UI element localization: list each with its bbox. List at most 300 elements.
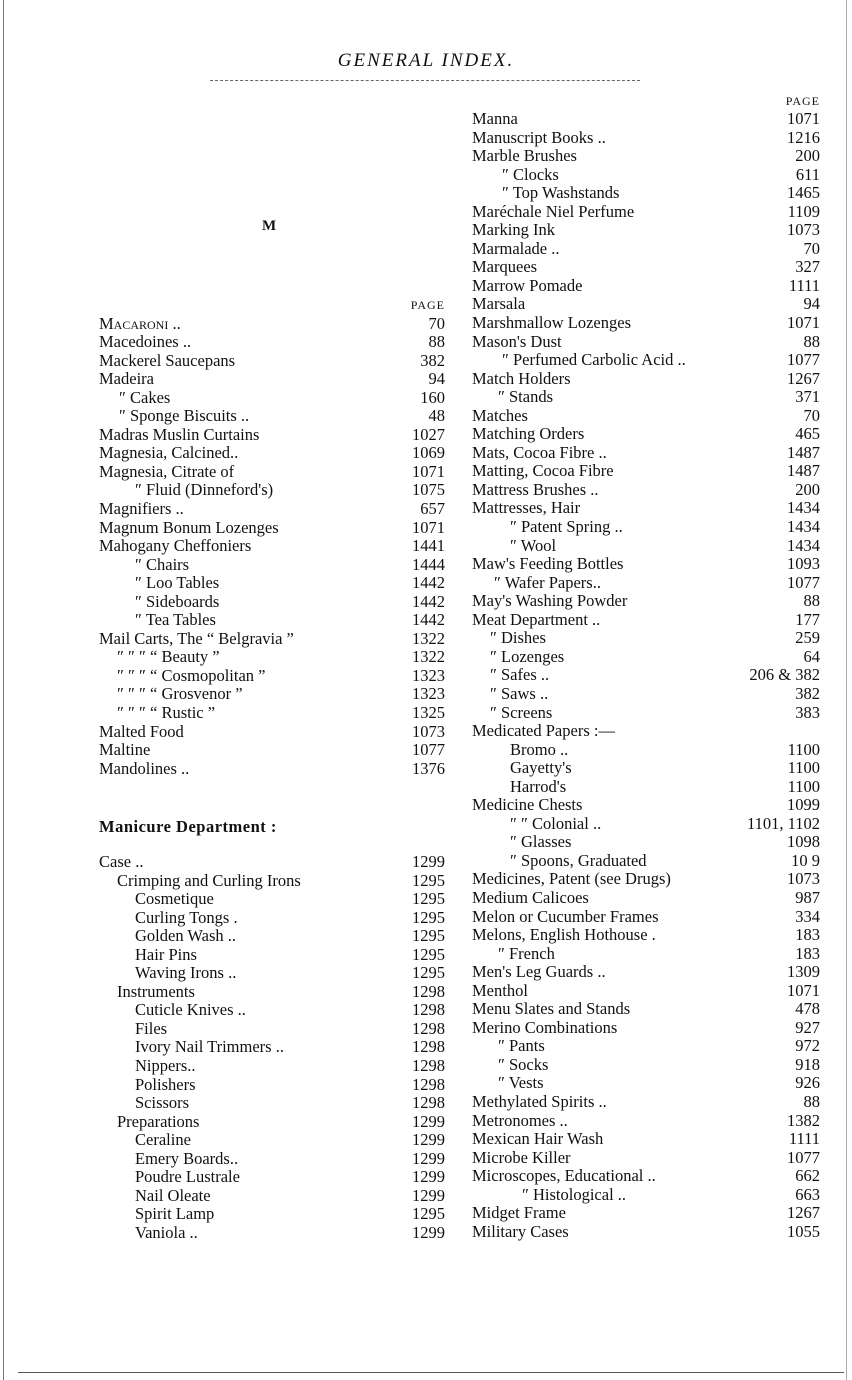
entry-page-number: 1295 bbox=[412, 907, 445, 927]
entry-label: Mats, Cocoa Fibre .. bbox=[472, 442, 607, 462]
entry-page-number: 1071 bbox=[412, 461, 445, 481]
index-entry bbox=[472, 852, 820, 871]
entry-label: ″ Stands bbox=[498, 387, 554, 407]
entry-label: ″ Clocks bbox=[502, 164, 559, 184]
entry-page-number: 1465 bbox=[787, 183, 820, 203]
entry-page-number: 1299 bbox=[412, 1148, 445, 1168]
entry-label: Melon or Cucumber Frames bbox=[472, 906, 659, 926]
entry-label: ″ ″ ″ “ Beauty ” bbox=[117, 647, 220, 667]
entry-page-number: 1101, 1102 bbox=[746, 813, 820, 833]
entry-label: ″ Cakes bbox=[119, 387, 171, 407]
entry-label: Macaroni .. bbox=[99, 313, 181, 333]
index-entry bbox=[472, 685, 820, 704]
index-entry bbox=[99, 593, 445, 612]
entry-label: Cuticle Knives .. bbox=[135, 1000, 246, 1020]
entry-page-number: 1434 bbox=[787, 535, 820, 555]
index-entry bbox=[99, 890, 445, 909]
index-entry bbox=[472, 388, 820, 407]
index-entry bbox=[472, 425, 820, 444]
entry-label: Metronomes .. bbox=[472, 1110, 568, 1130]
entry-label: ″ Wool bbox=[510, 535, 557, 555]
index-entry bbox=[99, 426, 445, 445]
entry-page-number: 1376 bbox=[412, 758, 445, 778]
index-entry bbox=[99, 463, 445, 482]
entry-page-number: 88 bbox=[803, 591, 820, 611]
index-entry bbox=[472, 147, 820, 166]
index-entry bbox=[99, 370, 445, 389]
index-entry bbox=[99, 389, 445, 408]
entry-page-number: 10 9 bbox=[791, 850, 820, 870]
entry-page-number: 1295 bbox=[412, 944, 445, 964]
page-label: PAGE bbox=[410, 298, 445, 312]
entry-page-number: 64 bbox=[803, 646, 820, 666]
index-entry bbox=[99, 667, 445, 686]
entry-page-number: 1295 bbox=[412, 1204, 445, 1224]
index-entry bbox=[472, 537, 820, 556]
entry-label: ″ Spoons, Graduated bbox=[510, 850, 647, 870]
index-entry bbox=[472, 963, 820, 982]
index-entry bbox=[99, 741, 445, 760]
entry-page-number: 200 bbox=[795, 479, 820, 499]
entry-page-number: 70 bbox=[803, 238, 820, 258]
entry-page-number: 1111 bbox=[788, 1129, 820, 1149]
entry-label: Military Cases bbox=[472, 1221, 569, 1241]
entry-page-number: 1073 bbox=[412, 721, 445, 741]
index-entry bbox=[99, 648, 445, 667]
entry-label: ″ Sponge Biscuits .. bbox=[119, 406, 250, 426]
entry-label: Menthol bbox=[472, 980, 528, 1000]
entry-label: Medicated Papers :— bbox=[472, 721, 615, 741]
entry-page-number: 1295 bbox=[412, 963, 445, 983]
entry-label: Mandolines .. bbox=[99, 758, 190, 778]
entry-label: ″ Histological .. bbox=[522, 1184, 627, 1204]
index-entry bbox=[99, 1150, 445, 1169]
index-entry bbox=[99, 685, 445, 704]
index-entry bbox=[472, 221, 820, 240]
entry-page-number: 1298 bbox=[412, 981, 445, 1001]
entry-page-number: 1267 bbox=[787, 1203, 820, 1223]
index-entry bbox=[472, 1167, 820, 1186]
index-entry bbox=[472, 258, 820, 277]
entry-page-number: 1299 bbox=[412, 852, 445, 871]
entry-page-number: 1382 bbox=[787, 1110, 820, 1130]
entry-label: Menu Slates and Stands bbox=[472, 999, 631, 1019]
index-entry bbox=[99, 407, 445, 426]
entry-page-number: 88 bbox=[803, 1091, 820, 1111]
entry-label: Manuscript Books .. bbox=[472, 127, 606, 147]
entry-label: ″ Glasses bbox=[510, 832, 572, 852]
entry-page-number: 1487 bbox=[787, 461, 820, 481]
index-entry bbox=[472, 1186, 820, 1205]
index-entry bbox=[472, 722, 820, 741]
entry-page-number: 1298 bbox=[412, 1074, 445, 1094]
entry-label: Preparations bbox=[117, 1111, 200, 1131]
entry-page-number: 1322 bbox=[412, 628, 445, 648]
index-entry bbox=[472, 184, 820, 203]
entry-label: Medium Calicoes bbox=[472, 887, 589, 907]
index-entry bbox=[472, 1074, 820, 1093]
index-entry bbox=[472, 166, 820, 185]
entry-page-number: 1442 bbox=[412, 610, 445, 630]
entry-label: ″ Dishes bbox=[490, 628, 546, 648]
entry-label: ″ Perfumed Carbolic Acid .. bbox=[502, 350, 686, 370]
entry-page-number: 1299 bbox=[412, 1222, 445, 1242]
index-entry bbox=[99, 444, 445, 463]
index-entry bbox=[99, 964, 445, 983]
index-entry bbox=[472, 1112, 820, 1131]
entry-label: Merino Combinations bbox=[472, 1017, 618, 1037]
entry-label: Mail Carts, The “ Belgravia ” bbox=[99, 628, 294, 648]
index-entry bbox=[99, 556, 445, 575]
entry-page-number: 1309 bbox=[787, 962, 820, 982]
entry-label: Men's Leg Guards .. bbox=[472, 962, 606, 982]
index-entry bbox=[472, 1019, 820, 1038]
index-entry bbox=[472, 1000, 820, 1019]
page-right-edge bbox=[846, 0, 847, 1380]
entry-label: Case .. bbox=[99, 852, 144, 871]
entry-page-number: 1071 bbox=[787, 109, 820, 128]
entry-page-number: 1444 bbox=[412, 554, 445, 574]
entry-page-number: 383 bbox=[795, 702, 820, 722]
index-entry bbox=[472, 1204, 820, 1223]
entry-page-number: 1298 bbox=[412, 1018, 445, 1038]
entry-label: Medicine Chests bbox=[472, 795, 583, 815]
entry-page-number: 1075 bbox=[412, 480, 445, 500]
index-entry bbox=[472, 314, 820, 333]
entry-label: Manna bbox=[472, 109, 518, 128]
entry-page-number: 926 bbox=[795, 1073, 820, 1093]
entry-page-number: 200 bbox=[795, 146, 820, 166]
entry-label: Instruments bbox=[117, 981, 195, 1001]
entry-page-number: 1077 bbox=[787, 350, 820, 370]
index-entry bbox=[472, 333, 820, 352]
index-entry bbox=[472, 1056, 820, 1075]
entry-label: Golden Wash .. bbox=[135, 926, 237, 946]
index-entry bbox=[472, 555, 820, 574]
page-column-heading bbox=[99, 296, 445, 315]
entry-label: Crimping and Curling Irons bbox=[117, 870, 301, 890]
entry-label: Mackerel Saucepans bbox=[99, 350, 236, 370]
entry-label: Malted Food bbox=[99, 721, 184, 741]
entry-label: Waving Irons .. bbox=[135, 963, 237, 983]
index-entry bbox=[99, 723, 445, 742]
index-entry bbox=[472, 574, 820, 593]
entry-page-number: 1442 bbox=[412, 573, 445, 593]
index-entry bbox=[472, 778, 820, 797]
index-entry bbox=[472, 741, 820, 760]
entry-label: Magnesia, Calcined.. bbox=[99, 443, 239, 463]
entry-label: Marquees bbox=[472, 257, 538, 277]
index-entry bbox=[472, 945, 820, 964]
entry-page-number: 1325 bbox=[412, 703, 445, 723]
index-entry bbox=[472, 908, 820, 927]
entry-page-number: 1487 bbox=[787, 442, 820, 462]
entry-label: ″ Fluid (Dinneford's) bbox=[135, 480, 274, 500]
manicure-index-column bbox=[99, 853, 445, 1242]
index-entry bbox=[99, 333, 445, 352]
entry-label: Hair Pins bbox=[135, 944, 197, 964]
entry-page-number: 972 bbox=[795, 1036, 820, 1056]
entry-label: Files bbox=[135, 1018, 168, 1038]
entry-page-number: 1073 bbox=[787, 220, 820, 240]
index-entry bbox=[472, 370, 820, 389]
page-column-heading-right bbox=[472, 92, 820, 110]
index-entry bbox=[99, 315, 445, 334]
entry-page-number: 1073 bbox=[787, 869, 820, 889]
entry-label: Bromo .. bbox=[510, 739, 569, 759]
index-entry bbox=[472, 1037, 820, 1056]
entry-label: Mattress Brushes .. bbox=[472, 479, 599, 499]
entry-page-number: 1099 bbox=[787, 795, 820, 815]
entry-page-number: 1071 bbox=[787, 313, 820, 333]
index-entry bbox=[472, 444, 820, 463]
entry-page-number: 382 bbox=[795, 683, 820, 703]
index-entry bbox=[99, 537, 445, 556]
entry-page-number: 478 bbox=[795, 999, 820, 1019]
entry-label: Cosmetique bbox=[135, 889, 214, 909]
index-entry bbox=[472, 759, 820, 778]
entry-page-number: 327 bbox=[795, 257, 820, 277]
index-entry bbox=[472, 889, 820, 908]
entry-label: ″ Lozenges bbox=[490, 646, 565, 666]
entry-page-number: 1100 bbox=[787, 758, 820, 778]
entry-label: Curling Tongs . bbox=[135, 907, 238, 927]
entry-page-number: 1027 bbox=[412, 424, 445, 444]
section-title-text: Manicure Department : bbox=[99, 817, 277, 836]
entry-label: Emery Boards.. bbox=[135, 1148, 239, 1168]
index-entry bbox=[472, 870, 820, 889]
right-index-column bbox=[472, 92, 820, 1241]
entry-page-number: 611 bbox=[795, 164, 820, 184]
index-entry bbox=[472, 648, 820, 667]
index-entry bbox=[472, 926, 820, 945]
entry-label: Macedoines .. bbox=[99, 332, 192, 352]
entry-label: ″ Saws .. bbox=[490, 683, 549, 703]
entry-label: Mason's Dust bbox=[472, 331, 562, 351]
index-entry bbox=[99, 946, 445, 965]
index-entry bbox=[99, 574, 445, 593]
entry-label: Harrod's bbox=[510, 776, 567, 796]
index-entry bbox=[472, 481, 820, 500]
entry-page-number: 206 & 382 bbox=[749, 665, 820, 685]
index-entry bbox=[99, 1094, 445, 1113]
index-entry bbox=[472, 666, 820, 685]
page-header: GENERAL INDEX. bbox=[337, 50, 515, 71]
index-entry bbox=[472, 1130, 820, 1149]
entry-page-number: 371 bbox=[795, 387, 820, 407]
page-label-right: PAGE bbox=[785, 94, 820, 108]
entry-label: ″ Socks bbox=[498, 1054, 549, 1074]
entry-page-number: 1098 bbox=[787, 832, 820, 852]
entry-label: Mattresses, Hair bbox=[472, 498, 581, 518]
index-entry bbox=[99, 1168, 445, 1187]
entry-page-number: 94 bbox=[428, 369, 445, 389]
entry-page-number: 160 bbox=[420, 387, 445, 407]
entry-page-number: 177 bbox=[795, 609, 820, 629]
header-rule bbox=[210, 80, 640, 81]
page-left-edge bbox=[3, 0, 4, 1380]
entry-page-number: 1109 bbox=[787, 201, 820, 221]
entry-label: Marrow Pomade bbox=[472, 275, 583, 295]
index-entry bbox=[472, 704, 820, 723]
entry-label: ″ Safes .. bbox=[490, 665, 550, 685]
index-entry bbox=[472, 295, 820, 314]
index-entry bbox=[99, 983, 445, 1002]
index-entry bbox=[472, 611, 820, 630]
entry-label: ″ Screens bbox=[490, 702, 553, 722]
entry-page-number: 1299 bbox=[412, 1130, 445, 1150]
entry-label: Marking Ink bbox=[472, 220, 555, 240]
entry-label: Magnesia, Citrate of bbox=[99, 461, 235, 481]
index-entry bbox=[472, 203, 820, 222]
index-entry bbox=[472, 982, 820, 1001]
section-title bbox=[99, 817, 277, 837]
index-entry bbox=[99, 760, 445, 779]
entry-label: Vaniola .. bbox=[135, 1222, 198, 1242]
entry-label: Poudre Lustrale bbox=[135, 1167, 240, 1187]
index-entry bbox=[472, 1149, 820, 1168]
bottom-rule bbox=[18, 1372, 844, 1373]
index-entry bbox=[472, 796, 820, 815]
entry-label: May's Washing Powder bbox=[472, 591, 628, 611]
index-entry bbox=[472, 351, 820, 370]
entry-label: ″ Patent Spring .. bbox=[510, 517, 623, 537]
entry-page-number: 1323 bbox=[412, 684, 445, 704]
entry-page-number: 1055 bbox=[787, 1221, 820, 1241]
entry-page-number: 1442 bbox=[412, 591, 445, 611]
entry-label: ″ Vests bbox=[498, 1073, 544, 1093]
entry-label: Medicines, Patent (see Drugs) bbox=[472, 869, 671, 889]
entry-page-number: 48 bbox=[428, 406, 445, 426]
entry-page-number: 1434 bbox=[787, 517, 820, 537]
index-entry bbox=[99, 1057, 445, 1076]
entry-label: Marshmallow Lozenges bbox=[472, 313, 631, 333]
entry-label: Melons, English Hothouse . bbox=[472, 925, 656, 945]
entry-page-number: 334 bbox=[795, 906, 820, 926]
entry-page-number: 94 bbox=[803, 294, 820, 314]
entry-page-number: 1298 bbox=[412, 1037, 445, 1057]
entry-label: Mahogany Cheffoniers bbox=[99, 536, 252, 556]
index-entry bbox=[472, 240, 820, 259]
left-entry-list bbox=[99, 315, 445, 779]
entry-page-number: 1267 bbox=[787, 368, 820, 388]
entry-label: Maw's Feeding Bottles bbox=[472, 554, 624, 574]
entry-page-number: 1298 bbox=[412, 1093, 445, 1113]
entry-page-number: 1295 bbox=[412, 870, 445, 890]
index-entry bbox=[99, 352, 445, 371]
entry-label: ″ ″ ″ “ Cosmopolitan ” bbox=[117, 665, 266, 685]
index-entry bbox=[99, 909, 445, 928]
index-entry bbox=[99, 1001, 445, 1020]
entry-label: ″ Pants bbox=[498, 1036, 545, 1056]
index-entry bbox=[99, 481, 445, 500]
entry-label: ″ Top Washstands bbox=[502, 183, 620, 203]
index-entry bbox=[99, 1205, 445, 1224]
entry-page-number: 927 bbox=[795, 1017, 820, 1037]
entry-label: Madras Muslin Curtains bbox=[99, 424, 260, 444]
index-entry bbox=[99, 1113, 445, 1132]
entry-page-number: 1299 bbox=[412, 1111, 445, 1131]
entry-page-number: 1077 bbox=[787, 572, 820, 592]
entry-page-number: 1071 bbox=[787, 980, 820, 1000]
entry-page-number: 1100 bbox=[787, 776, 820, 796]
entry-label: Matching Orders bbox=[472, 424, 585, 444]
index-entry bbox=[99, 611, 445, 630]
entry-label: Magnum Bonum Lozenges bbox=[99, 517, 279, 537]
entry-page-number: 70 bbox=[428, 313, 445, 333]
entry-label: Nail Oleate bbox=[135, 1185, 211, 1205]
entry-label: Methylated Spirits .. bbox=[472, 1091, 607, 1111]
index-entry bbox=[99, 1131, 445, 1150]
entry-page-number: 918 bbox=[795, 1054, 820, 1074]
index-entry bbox=[99, 1076, 445, 1095]
index-entry bbox=[472, 499, 820, 518]
entry-label: Spirit Lamp bbox=[135, 1204, 215, 1224]
index-entry bbox=[472, 518, 820, 537]
index-entry bbox=[99, 1020, 445, 1039]
right-entry-list bbox=[472, 110, 820, 1241]
entry-label: Ceraline bbox=[135, 1130, 191, 1150]
index-entry bbox=[99, 630, 445, 649]
entry-page-number: 1295 bbox=[412, 889, 445, 909]
index-entry bbox=[472, 629, 820, 648]
entry-page-number: 987 bbox=[795, 887, 820, 907]
entry-page-number: 1298 bbox=[412, 1056, 445, 1076]
index-entry bbox=[472, 462, 820, 481]
index-entry bbox=[472, 1093, 820, 1112]
index-entry bbox=[472, 407, 820, 426]
index-entry bbox=[472, 129, 820, 148]
entry-label: Maltine bbox=[99, 740, 151, 760]
index-entry bbox=[99, 1187, 445, 1206]
entry-page-number: 663 bbox=[795, 1184, 820, 1204]
section-letter: M bbox=[262, 218, 277, 234]
entry-label: ″ ″ ″ “ Grosvenor ” bbox=[117, 684, 243, 704]
entry-page-number: 88 bbox=[428, 332, 445, 352]
entry-page-number: 1071 bbox=[412, 517, 445, 537]
entry-label: ″ Sideboards bbox=[135, 591, 220, 611]
entry-page-number: 382 bbox=[420, 350, 445, 370]
index-entry bbox=[99, 1038, 445, 1057]
entry-page-number: 1100 bbox=[787, 739, 820, 759]
index-entry bbox=[99, 927, 445, 946]
entry-page-number: 183 bbox=[795, 925, 820, 945]
entry-page-number: 657 bbox=[420, 499, 445, 519]
index-entry bbox=[472, 1223, 820, 1242]
entry-page-number: 662 bbox=[795, 1166, 820, 1186]
entry-label: Polishers bbox=[135, 1074, 196, 1094]
entry-page-number: 1093 bbox=[787, 554, 820, 574]
entry-label: Matting, Cocoa Fibre bbox=[472, 461, 614, 481]
entry-label: Marmalade .. bbox=[472, 238, 560, 258]
entry-label: Microbe Killer bbox=[472, 1147, 571, 1167]
entry-label: ″ ″ ″ “ Rustic ” bbox=[117, 703, 216, 723]
entry-label: Marsala bbox=[472, 294, 526, 314]
index-entry bbox=[99, 519, 445, 538]
index-entry bbox=[472, 277, 820, 296]
entry-label: Mexican Hair Wash bbox=[472, 1129, 604, 1149]
entry-label: ″ Wafer Papers.. bbox=[494, 572, 601, 592]
entry-label: Nippers.. bbox=[135, 1056, 196, 1076]
entry-label: Midget Frame bbox=[472, 1203, 566, 1223]
entry-label: Meat Department .. bbox=[472, 609, 601, 629]
entry-label: Maréchale Niel Perfume bbox=[472, 201, 635, 221]
entry-page-number: 70 bbox=[803, 405, 820, 425]
entry-label: Match Holders bbox=[472, 368, 571, 388]
entry-page-number: 1299 bbox=[412, 1167, 445, 1187]
entry-label: Ivory Nail Trimmers .. bbox=[135, 1037, 284, 1057]
manicure-entry-list bbox=[99, 853, 445, 1242]
